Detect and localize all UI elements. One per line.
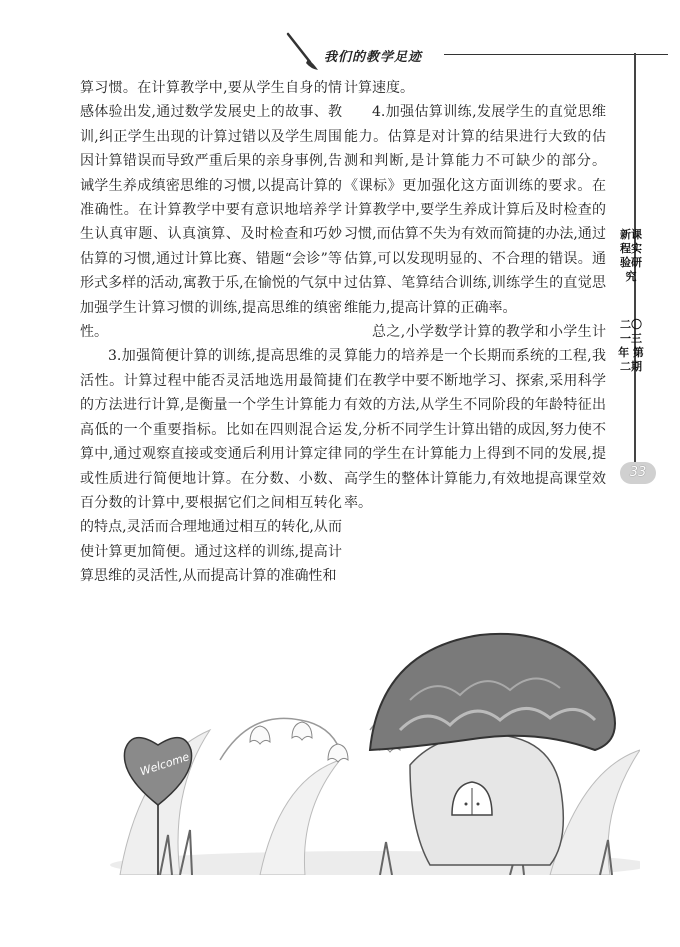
welcome-sign: Welcome (138, 750, 191, 779)
mushroom-illustration (80, 610, 640, 875)
right-column (344, 76, 606, 515)
paragraph: 4.加强估算训练,发展学生的直觉思维能力。估算是对计算的结果进行大致的估测和判断,是计算能力不可缺少的部分。《课标》更加强化这方面训练的要求。在计算教学中,要学生养成计算后及时检查的习惯,而估算不失为有效而简捷的办法,通过估算,可以发现明显的、不合理的错误。通过估算、笔算结合训练,训练学生的直觉思维能力,提高计算的正确率。 (344, 104, 606, 316)
issue-label: 二〇一三年 第二期 (618, 318, 644, 373)
paragraph: 3.加强简便计算的训练,提高思维的灵活性。计算过程中能否灵活地选用最简捷的方法进行计算,是衡量一个学生计算能力高低的一个重要指标。比如在四则混合运算中,通过观察直接或变通后利用计算定律或性质进行简便地计算。在分数、小数、百分数的计算中,要根据它们之间相互转化的特点,灵活而合理地通过相互的转化,从而使计算更加简便。通过这样的训练,提高计算思维的灵活性,从而提高计算的准确性和 (80, 348, 342, 585)
paragraph: 总之,小学数学计算的教学和小学生计算能力的培养是一个长期而系统的工程,我们在教学中要不断地学习、探索,采用科学有效的方法,从学生不同阶段的年龄特征出发,分析不同学生计算出错的成因,努力使不同的学生在计算能力上得到不同的发展,提高学生的整体计算能力,有效地提高课堂效率。 (344, 324, 606, 511)
brush-icon (284, 32, 320, 72)
running-header (268, 32, 668, 72)
journal-name: 新课程实验研究 (620, 228, 642, 283)
page-number: 33 (620, 462, 656, 484)
section-title: 我们的教学足迹 (324, 50, 423, 65)
paragraph: 计算速度。 (344, 80, 414, 96)
left-column (80, 76, 342, 589)
paragraph: 算习惯。在计算教学中,要从学生自身的情感体验出发,通过数学发展史上的故事、教训,纠正学生出现的计算过错以及学生周围因计算错误而导致严重后果的亲身事例,告诫学生养成缜密思维的习惯,以提高计算的准确性。在计算教学中要有意识地培养学生认真审题、认真演算、及时检查和巧妙估算的习惯,通过计算比赛、错题“会诊”等形式多样的活动,寓教于乐,在愉悦的气氛中加强学生计算习惯的训练,提高思维的缜密性。 (80, 80, 342, 341)
